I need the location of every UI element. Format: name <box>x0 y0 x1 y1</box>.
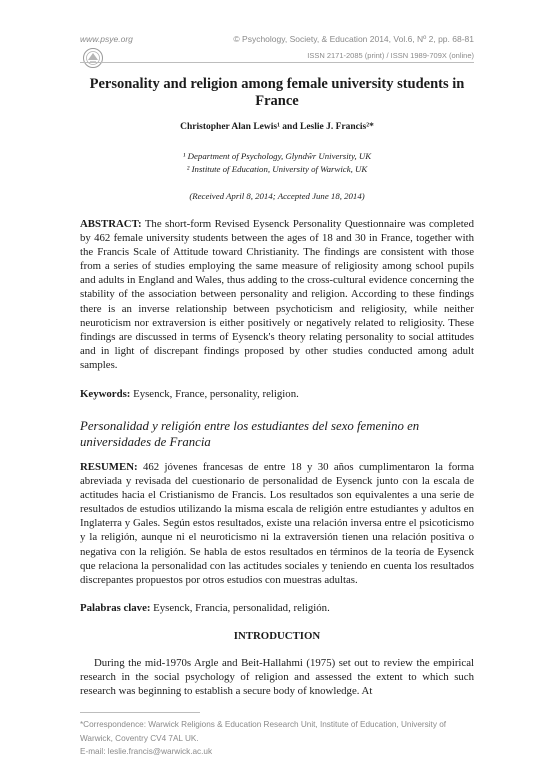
author-line: Christopher Alan Lewis¹ and Leslie J. Francis²* <box>180 122 374 132</box>
spanish-title: Personalidad y religión entre los estudiantes del sexo femenino en universidades de Francia <box>80 419 420 449</box>
journal-logo-icon <box>82 47 104 69</box>
introduction-paragraph: During the mid-1970s Argle and Beit-Hallahmi (1975) set out to review the empirical research in the social psychology of religion and assessed the extent to which such research was beginning to establish a secure body of knowledge. At <box>80 657 474 698</box>
introduction-heading: INTRODUCTION <box>233 630 321 642</box>
correspondence-footnote <box>80 718 474 759</box>
palabras-clave-text: Eysenck, Francia, personalidad, religión. <box>153 602 330 614</box>
resumen-paragraph <box>80 460 474 587</box>
palabras-clave-label: Palabras clave: <box>80 602 151 614</box>
header-divider <box>80 62 474 63</box>
affiliation-1: ¹ Department of Psychology, Glyndŵr University, UK <box>182 151 372 161</box>
issn-line: ISSN 2171-2085 (print) / ISSN 1989-709X (online) <box>307 51 474 60</box>
abstract-paragraph <box>80 217 474 372</box>
resumen-text: 462 jóvenes francesas de entre 18 y 30 años cumplimentaron la forma abreviada y revisada del cuestionario de personalidad de Eysenck junto con la escala de actitudes hacia el Cristianismo de Francis. Los resultados son equivalentes a una serie de resultados de estudios utilizando la misma escala de religión entre estudiantes y adultos en Inglaterra y Gales. Según estos resultados, existe una relación inversa entre el psicoticismo y la religión, aunque ni el neuroticismo ni la extraversión tienen una relación positiva o negativa con la religión. Se habla de estos resultados en términos de la teoría de Eysenck que relaciona la personalidad con las actitudes sociales y teniendo en cuenta los resultados discrepantes propuestos por otros estudios con muestras adultas. <box>80 461 474 586</box>
resumen-label: RESUMEN: <box>80 461 138 473</box>
article-title: Personality and religion among female university students in France <box>89 76 465 109</box>
abstract-label: ABSTRACT: <box>80 218 142 230</box>
correspondence-text: *Correspondence: Warwick Religions & Education Research Unit, Institute of Education, University of Warwick, Coventry CV4 7AL UK. <box>80 720 447 743</box>
keywords-text: Eysenck, France, personality, religion. <box>133 388 299 400</box>
abstract-text: The short-form Revised Eysenck Personality Questionnaire was completed by 462 female university students between the ages of 18 and 30 in France, together with the Francis Scale of Attitude toward Christianity. The findings are consistent with those from a series of studies employing the same measure of religiosity among school pupils and adults in England and Wales, thus adding to the cross-cultural evidence concerning the stability of the association between personality and religion. According to these findings there is an inverse relationship between psychoticism and religiosity, while neither neuroticism nor extraversion is either positively or negatively related to religiosity. These findings are discussed in terms of Eysenck's theory relating personality to social attitudes and in light of discrepant findings proposed by other studies conducted among adult samples. <box>80 218 474 371</box>
journal-website-link[interactable]: www.psye.org <box>80 34 133 44</box>
footnote-divider <box>80 712 200 713</box>
correspondence-email-link[interactable]: E-mail: leslie.francis@warwick.ac.uk <box>80 747 213 756</box>
palabras-clave-line <box>80 601 474 615</box>
affiliation-2: ² Institute of Education, University of Warwick, UK <box>186 164 368 174</box>
keywords-line <box>80 387 474 401</box>
journal-citation: © Psychology, Society, & Education 2014, Vol.6, Nº 2, pp. 68-81 <box>233 34 474 44</box>
keywords-label: Keywords: <box>80 388 131 400</box>
received-dates: (Received April 8, 2014; Accepted June 18, 2014) <box>189 191 365 201</box>
running-header <box>80 34 474 46</box>
